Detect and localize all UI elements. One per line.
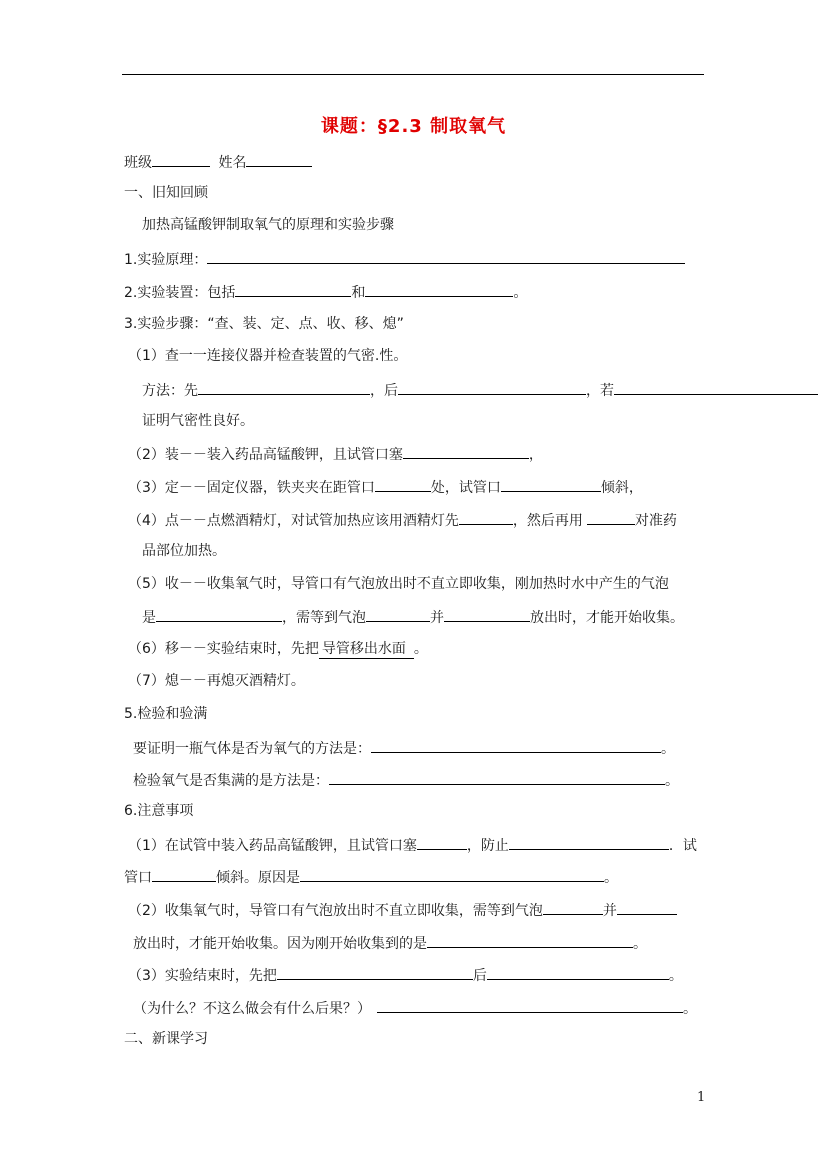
item-5-blank-1[interactable] <box>371 738 661 753</box>
step-5-blank-2[interactable] <box>366 607 430 622</box>
note-3-why: （为什么？不这么做会有什么后果？） <box>133 1001 371 1017</box>
note-3-why-row <box>133 998 697 1018</box>
note-2-blank-3[interactable] <box>427 933 633 948</box>
step-6-row <box>128 640 428 658</box>
item-5-q2: 检验氧气是否集满的是方法是： <box>133 773 329 789</box>
item-5-q2-end: 。 <box>665 773 679 789</box>
item-5-q1-end: 。 <box>661 741 675 757</box>
step-1-conclude: 证明气密性良好。 <box>142 413 254 429</box>
step-6-answer: 导管移出水面 <box>319 641 414 659</box>
note-1-prevent: ，防止 <box>466 838 509 854</box>
step-3-mid: 处，试管口 <box>430 480 501 496</box>
note-2-blank-2[interactable] <box>617 900 677 915</box>
note-3-blank-2[interactable] <box>487 965 669 980</box>
note-1-tilt: 倾斜。原因是 <box>216 870 300 886</box>
item-5-q2-row <box>133 770 679 790</box>
note-1-end: ．试 <box>668 838 697 854</box>
section-1-intro: 加热高锰酸钾制取氧气的原理和实验步骤 <box>142 217 394 233</box>
step-1-after: ，后 <box>370 383 398 399</box>
item-6-label: 6.注意事项 <box>124 803 194 819</box>
item-1-label: 1.实验原理： <box>124 252 208 268</box>
section-2-heading: 二、新课学习 <box>124 1031 208 1047</box>
item-2-label: 2.实验装置：包括 <box>124 285 236 301</box>
section-1-heading: 一、旧知回顾 <box>124 185 208 201</box>
step-5-wait: ，需等到气泡 <box>282 610 366 626</box>
note-1-cont: 管口 <box>124 870 152 886</box>
item-2-row <box>124 282 527 302</box>
note-3-row <box>128 965 683 985</box>
note-2-text: （2）收集氧气时，导管口有气泡放出时不直立即收集，需等到气泡 <box>128 903 543 919</box>
step-2-end: ， <box>528 447 543 463</box>
note-3-blank-1[interactable] <box>277 965 473 980</box>
step-1-blank-3[interactable] <box>614 380 818 395</box>
step-5-end: 放出时，才能开始收集。 <box>530 610 684 626</box>
name-label: 姓名 <box>218 155 247 171</box>
item-2-blank-1[interactable] <box>235 282 351 297</box>
item-5-q1-row <box>133 738 675 758</box>
note-2-cont-row <box>133 933 647 953</box>
step-2-text: （2）装－－装入药品高锰酸钾，且试管口塞 <box>128 447 403 463</box>
note-2-cont: 放出时，才能开始收集。因为刚开始收集到的是 <box>133 936 427 952</box>
note-3-end: 。 <box>668 968 683 984</box>
class-label: 班级 <box>124 155 152 171</box>
step-4-cont: 品部位加热。 <box>142 543 226 559</box>
step-3-row <box>128 477 643 497</box>
step-1-method: 方法：先 <box>142 383 198 399</box>
step-1-blank-2[interactable] <box>398 380 586 395</box>
page-title: 课题：§2.3 制取氧气 <box>320 116 507 137</box>
note-1-text: （1）在试管中装入药品高锰酸钾，且试管口塞 <box>128 838 417 854</box>
step-3-text: （3）定－－固定仪器，铁夹夹在距管口 <box>128 480 375 496</box>
class-name-row <box>124 152 312 172</box>
step-4-row <box>128 510 677 530</box>
note-1-blank-3[interactable] <box>152 867 216 882</box>
step-2-blank[interactable] <box>403 444 529 459</box>
note-3-end2: 。 <box>683 1001 697 1017</box>
step-5-is: 是 <box>142 610 156 626</box>
step-1-text: （1）查一一连接仪器并检查装置的气密.性。 <box>128 348 408 364</box>
item-2-end: 。 <box>513 285 528 301</box>
step-4-text: （4）点－－点燃酒精灯，对试管加热应该用酒精灯先 <box>128 513 459 529</box>
page-number: 1 <box>697 1090 706 1105</box>
step-5-and: 并 <box>430 610 444 626</box>
note-1-end2: 。 <box>604 870 618 886</box>
note-1-blank-2[interactable] <box>509 835 669 850</box>
step-4-blank-1[interactable] <box>459 510 513 525</box>
step-2-row <box>128 444 543 464</box>
step-1-if: ，若 <box>586 383 614 399</box>
step-3-blank-1[interactable] <box>375 477 431 492</box>
step-1-method-row <box>142 380 818 400</box>
note-2-and: 并 <box>602 903 617 919</box>
step-5-text: （5）收－－收集氧气时，导管口有气泡放出时不直立即收集，刚加热时水中产生的气泡 <box>128 576 669 592</box>
item-2-blank-2[interactable] <box>365 282 513 297</box>
item-1-row <box>124 249 685 269</box>
class-blank[interactable] <box>152 152 210 167</box>
step-6-text: （6）移－－实验结束时，先把 <box>128 641 319 657</box>
step-4-mid: ，然后再用 <box>512 513 583 529</box>
item-5-q1: 要证明一瓶气体是否为氧气的方法是： <box>133 741 371 757</box>
item-3-label: 3.实验步骤：“查、装、定、点、收、移、熄” <box>124 316 404 332</box>
note-3-blank-3[interactable] <box>377 998 683 1013</box>
step-5-row <box>142 607 684 627</box>
step-7-text: （7）熄－－再熄灭酒精灯。 <box>128 673 305 689</box>
step-5-blank-1[interactable] <box>156 607 282 622</box>
note-2-end: 。 <box>633 936 647 952</box>
note-1-row <box>128 835 697 855</box>
item-5-label: 5.检验和验满 <box>124 706 208 722</box>
note-2-row <box>128 900 677 920</box>
step-3-blank-2[interactable] <box>501 477 601 492</box>
name-blank[interactable] <box>246 152 312 167</box>
note-1-blank-1[interactable] <box>417 835 467 850</box>
item-5-blank-2[interactable] <box>329 770 665 785</box>
note-3-text: （3）实验结束时，先把 <box>128 968 277 984</box>
step-4-blank-2[interactable] <box>587 510 635 525</box>
step-1-blank-1[interactable] <box>198 380 370 395</box>
note-1-cont-row <box>124 867 618 887</box>
step-5-blank-3[interactable] <box>444 607 530 622</box>
step-3-end: 倾斜， <box>600 480 643 496</box>
step-4-end: 对准药 <box>634 513 677 529</box>
note-2-blank-1[interactable] <box>543 900 603 915</box>
note-1-blank-4[interactable] <box>300 867 604 882</box>
item-1-blank[interactable] <box>207 249 685 264</box>
note-3-after: 后 <box>472 968 487 984</box>
header-rule <box>122 74 704 75</box>
item-2-and: 和 <box>351 285 366 301</box>
step-6-end: 。 <box>413 641 428 657</box>
